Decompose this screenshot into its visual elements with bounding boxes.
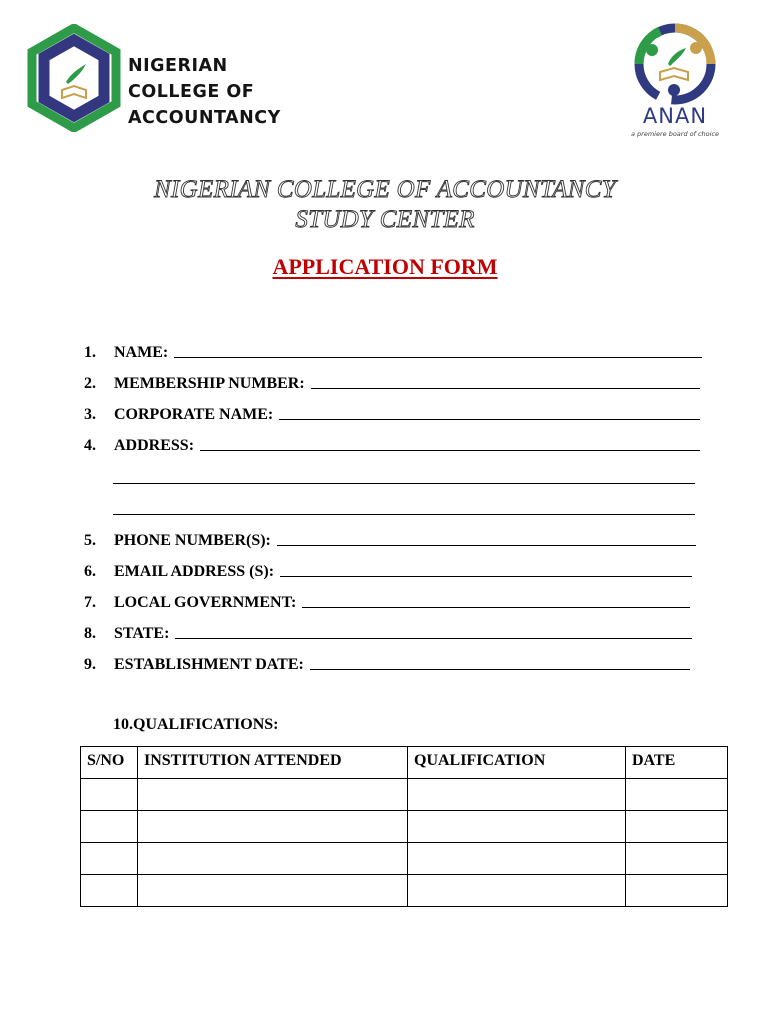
anan-tagline: a premiere board of choice — [630, 130, 720, 138]
college-logo-line-2: COLLEGE OF — [128, 82, 255, 102]
table-cell[interactable] — [626, 875, 728, 907]
table-cell[interactable] — [81, 875, 138, 907]
table-cell[interactable] — [626, 843, 728, 875]
table-cell[interactable] — [626, 811, 728, 843]
column-header-sno: S/NO — [81, 747, 138, 779]
table-row — [81, 779, 728, 811]
membership-number-field[interactable]: 2. MEMBERSHIP NUMBER: — [84, 371, 700, 393]
column-header-qualification: QUALIFICATION — [408, 747, 626, 779]
table-cell[interactable] — [408, 843, 626, 875]
local-government-field[interactable]: 7. LOCAL GOVERNMENT: — [84, 590, 690, 612]
table-cell[interactable] — [138, 843, 408, 875]
name-field[interactable]: 1. NAME: — [84, 340, 702, 362]
anan-logo — [630, 20, 720, 110]
college-logo-line-3: ACCOUNTANCY — [128, 108, 281, 128]
establishment-date-field[interactable]: 9. ESTABLISHMENT DATE: — [84, 652, 690, 674]
table-row — [81, 875, 728, 907]
corporate-name-field[interactable]: 3. CORPORATE NAME: — [84, 402, 700, 424]
table-cell[interactable] — [81, 843, 138, 875]
table-cell[interactable] — [626, 779, 728, 811]
state-field[interactable]: 8. STATE: — [84, 621, 692, 643]
address-line-2[interactable] — [113, 483, 695, 484]
table-row — [81, 843, 728, 875]
table-cell[interactable] — [81, 811, 138, 843]
table-cell[interactable] — [408, 875, 626, 907]
address-line-3[interactable] — [113, 514, 695, 515]
qualifications-table — [80, 746, 728, 907]
column-header-institution: INSTITUTION ATTENDED — [138, 747, 408, 779]
anan-logo-text: ANAN — [642, 104, 708, 128]
column-header-date: DATE — [626, 747, 728, 779]
table-header-row — [81, 747, 728, 779]
qualifications-heading: 10.QUALIFICATIONS: — [113, 716, 279, 733]
study-center-title: STUDY CENTER — [295, 206, 475, 233]
table-cell[interactable] — [138, 779, 408, 811]
email-address-field[interactable]: 6. EMAIL ADDRESS (S): — [84, 559, 692, 581]
table-cell[interactable] — [81, 779, 138, 811]
table-cell[interactable] — [408, 811, 626, 843]
table-cell[interactable] — [408, 779, 626, 811]
phone-numbers-field[interactable]: 5. PHONE NUMBER(S): — [84, 528, 696, 550]
table-cell[interactable] — [138, 875, 408, 907]
college-title: NIGERIAN COLLEGE OF ACCOUNTANCY — [154, 176, 616, 203]
address-field[interactable]: 4. ADDRESS: — [84, 433, 700, 455]
college-logo-line-1: NIGERIAN — [128, 56, 228, 76]
table-cell[interactable] — [138, 811, 408, 843]
college-logo — [26, 24, 122, 132]
table-row — [81, 811, 728, 843]
form-title: APPLICATION FORM — [272, 254, 498, 279]
